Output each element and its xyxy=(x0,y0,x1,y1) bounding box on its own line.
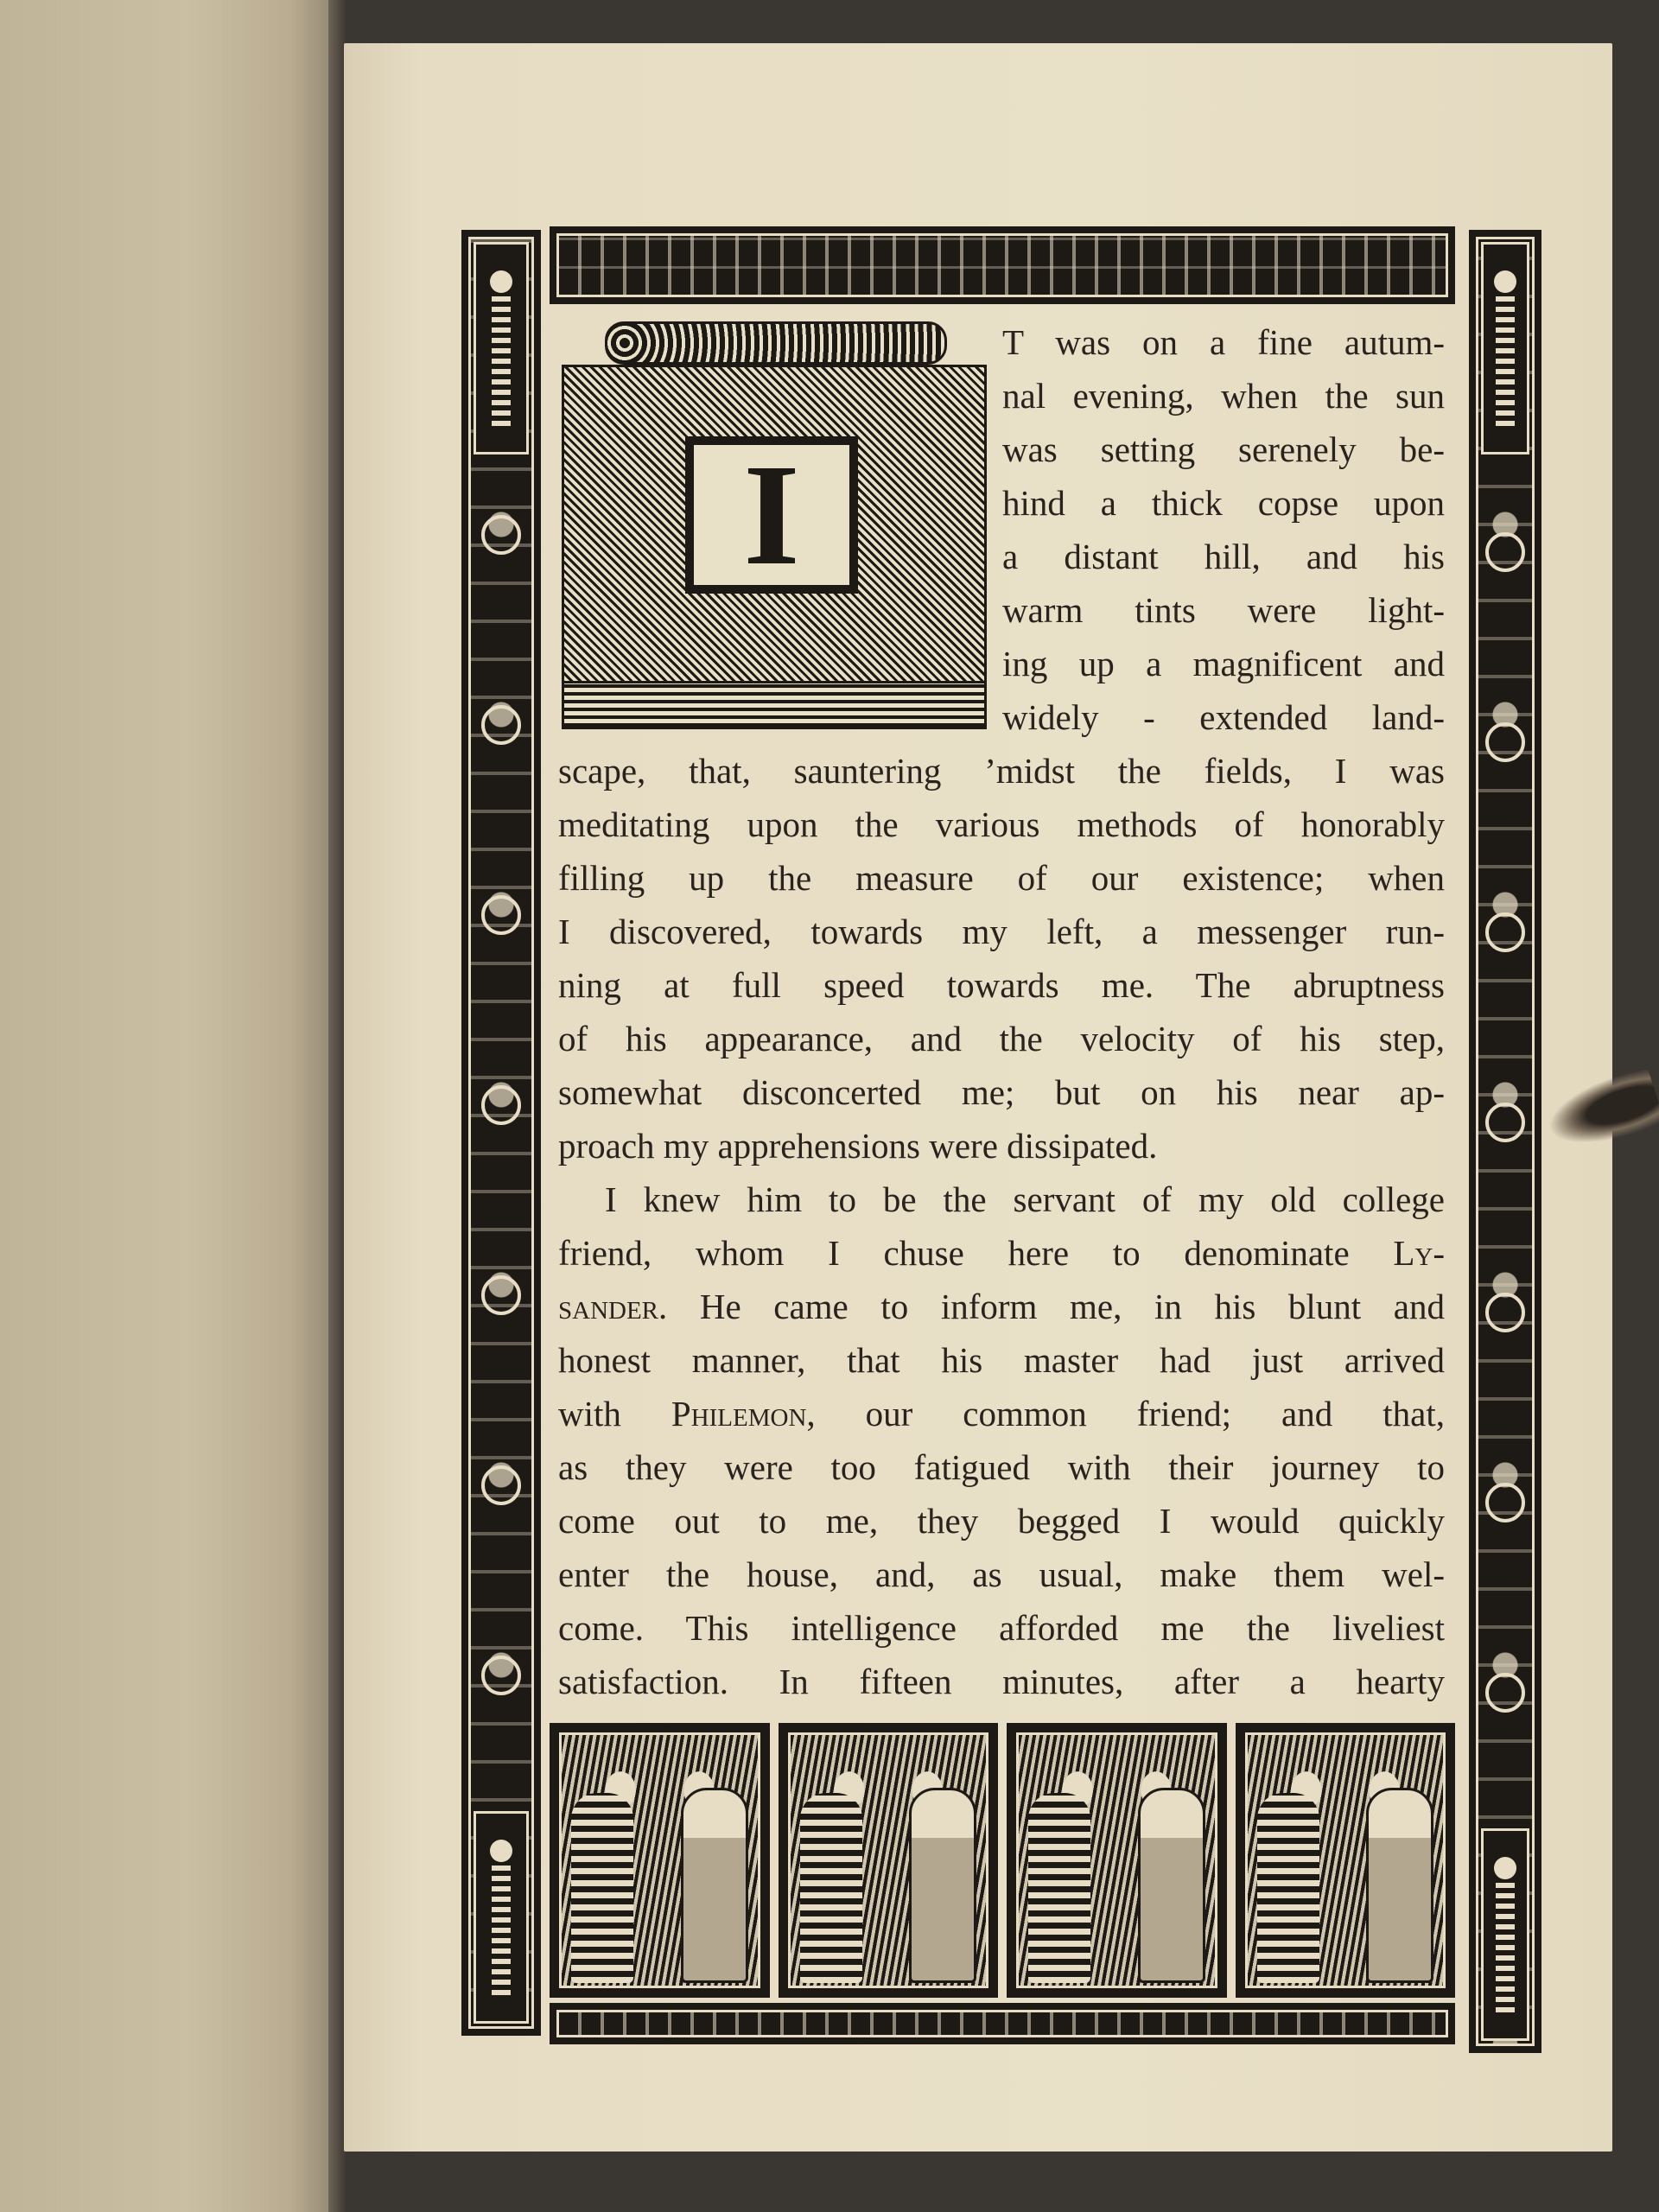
skeleton-icon xyxy=(571,1793,633,1983)
text-line: as they were too fatigued with their journey to xyxy=(558,1447,1445,1487)
text-line: scape, that, sauntering ’midst the fields, I was xyxy=(558,751,1445,791)
rosette-icon xyxy=(1485,1293,1525,1332)
bearded-figure-icon xyxy=(474,1811,529,2024)
pedestal-icon xyxy=(564,681,984,727)
skeleton-icon xyxy=(1028,1793,1090,1983)
book-gutter xyxy=(328,0,346,2212)
text-line: somewhat disconcerted me; but on his near ap- xyxy=(558,1072,1445,1112)
border-right-ornament xyxy=(1469,230,1541,2053)
name-lysander: Ly- xyxy=(1393,1233,1445,1273)
woodcut-panel xyxy=(1007,1723,1227,1998)
text-line: ing up a magnificent and xyxy=(1002,644,1445,683)
figure-icon xyxy=(909,1788,976,1983)
text-line: nal evening, when the sun xyxy=(1002,376,1445,416)
border-left-ornament xyxy=(461,230,541,2036)
text-line: sander. He came to inform me, in his blunt and xyxy=(558,1287,1445,1326)
figure-icon xyxy=(681,1788,748,1983)
text-line: widely - extended land- xyxy=(1002,697,1445,737)
border-bottom-ornament xyxy=(550,2003,1455,2044)
rosette-icon xyxy=(1485,532,1525,572)
rosette-icon xyxy=(1485,1673,1525,1713)
text-line: come out to me, they begged I would quickly xyxy=(558,1501,1445,1541)
text-line: hind a thick copse upon xyxy=(1002,483,1445,523)
text-line: ning at full speed towards me. The abruptness xyxy=(558,965,1445,1005)
text-line: come. This intelligence afforded me the liveliest xyxy=(558,1608,1445,1648)
text-line: a distant hill, and his xyxy=(1002,537,1445,576)
text-line: satisfaction. In fifteen minutes, after a hearty xyxy=(558,1662,1445,1701)
rosette-icon xyxy=(1485,1483,1525,1522)
woodcut-panel xyxy=(1236,1723,1456,1998)
rosette-icon xyxy=(481,1465,521,1505)
figure-icon xyxy=(1366,1788,1433,1983)
facing-page-left xyxy=(0,0,341,2212)
rosette-icon xyxy=(481,705,521,745)
skeleton-icon xyxy=(800,1793,862,1983)
text-line: proach my apprehensions were dissipated. xyxy=(558,1126,1158,1166)
text-line: of his appearance, and the velocity of his step, xyxy=(558,1019,1445,1058)
name-lysander: sander. xyxy=(558,1287,668,1326)
text-line: with Philemon, our common friend; and that, xyxy=(558,1394,1445,1433)
text-line: filling up the measure of our existence; when xyxy=(558,858,1445,898)
rosette-icon xyxy=(1485,1103,1525,1142)
rosette-icon xyxy=(1485,722,1525,762)
text-line: I knew him to be the servant of my old college xyxy=(605,1179,1445,1219)
text-line: T was on a fine autum- xyxy=(1002,322,1445,362)
bearded-figure-icon xyxy=(1481,1828,1529,2041)
jester-figure-icon xyxy=(1481,242,1529,454)
figure-icon xyxy=(1138,1788,1205,1983)
figures-scene-icon xyxy=(562,365,987,729)
text-line: I discovered, towards my left, a messenger run- xyxy=(558,912,1445,951)
rosette-icon xyxy=(481,1275,521,1315)
decorated-initial xyxy=(562,321,982,724)
jester-figure-icon xyxy=(474,242,529,454)
name-philemon: Philemon, xyxy=(671,1394,816,1433)
border-top-ornament xyxy=(550,226,1455,304)
woodcut-panels xyxy=(550,1723,1455,1998)
rosette-icon xyxy=(481,515,521,555)
text-line: enter the house, and, as usual, make them wel- xyxy=(558,1554,1445,1594)
rosette-icon xyxy=(481,895,521,935)
rosette-icon xyxy=(481,1656,521,1695)
rosette-icon xyxy=(1485,912,1525,952)
text-line: honest manner, that his master had just arrived xyxy=(558,1340,1445,1380)
rosette-icon xyxy=(481,1085,521,1125)
text-line: friend, whom I chuse here to denominate Ly- xyxy=(558,1233,1445,1273)
woodcut-panel xyxy=(550,1723,770,1998)
woodcut-panel xyxy=(779,1723,999,1998)
text-line: warm tints were light- xyxy=(1002,590,1445,630)
cloud-ornament-icon xyxy=(605,321,947,365)
initial-letter: I xyxy=(694,445,849,585)
skeleton-icon xyxy=(1257,1793,1319,1983)
text-line: meditating upon the various methods of honorably xyxy=(558,804,1445,844)
text-line: was setting serenely be- xyxy=(1002,429,1445,469)
